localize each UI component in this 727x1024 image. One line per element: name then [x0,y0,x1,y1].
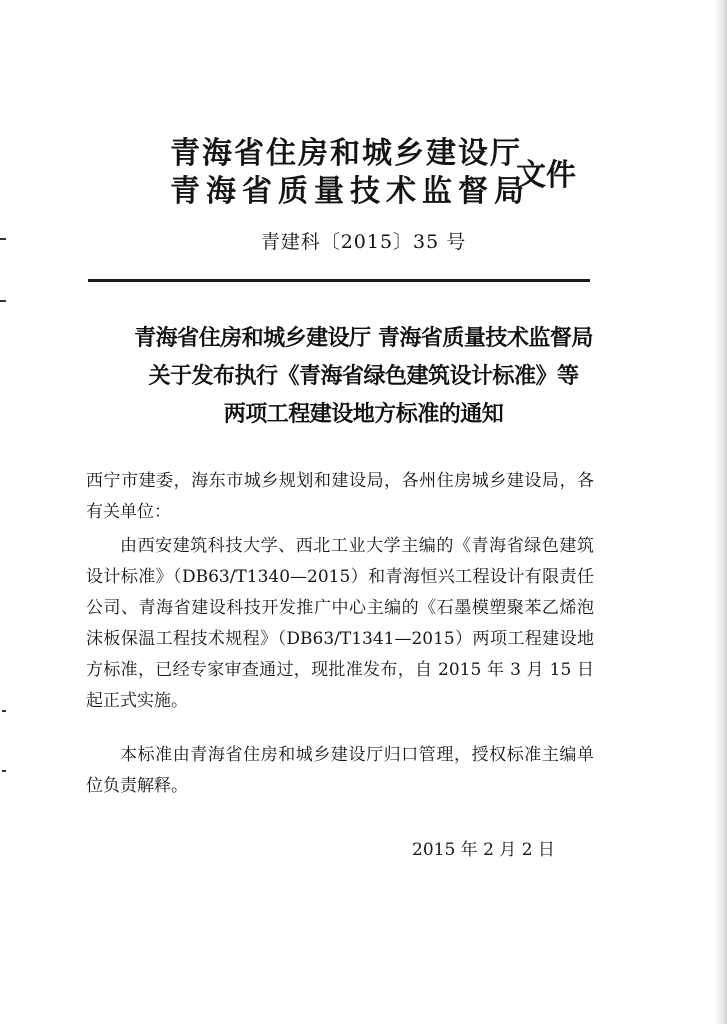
scan-artifact-mark [2,770,6,772]
agency-housing-department: 青海省住房和城乡建设厅 [170,136,522,171]
announcement-paragraph: 由西安建筑科技大学、西北工业大学主编的《青海省绿色建筑设计标准》（DB63/T1340—2015）和青海恒兴工程设计有限责任公司、青海省建设科技开发推广中心主编的《石墨模塑聚苯乙烯泡沫板保温工程技术规程》（DB63/T1341—2015）两项工程建设地方标准，已经专家审查通过，现批准发布，自 2015 年 3 月 15 日起正式实施。 [86,536,594,711]
authorization-paragraph: 本标准由青海省住房和城乡建设厅归口管理，授权标准主编单位负责解释。 [86,745,594,796]
scan-artifact-mark [0,300,6,302]
header-divider-line [88,279,590,282]
title-line-2: 关于发布执行《青海省绿色建筑设计标准》等 [148,364,579,389]
scan-artifact-mark [2,710,6,712]
scan-page-edge [715,0,727,1024]
title-line-3: 两项工程建设地方标准的通知 [223,402,504,427]
agency-quality-bureau: 青海省质量技术监督局 [170,174,530,209]
issuing-agencies-header [170,132,590,212]
document-type-label: 文件 [516,158,576,193]
scan-artifact-mark [0,238,6,240]
recipients-paragraph: 西宁市建委，海东市城乡规划和建设局，各州住房城乡建设局，各有关单位： [86,471,594,522]
notice-title [0,320,727,434]
title-line-1: 青海省住房和城乡建设厅 青海省质量技术监督局 [134,326,593,351]
document-number: 青建科〔2015〕35 号 [260,231,467,253]
issue-date: 2015 年 2 月 2 日 [412,840,555,860]
